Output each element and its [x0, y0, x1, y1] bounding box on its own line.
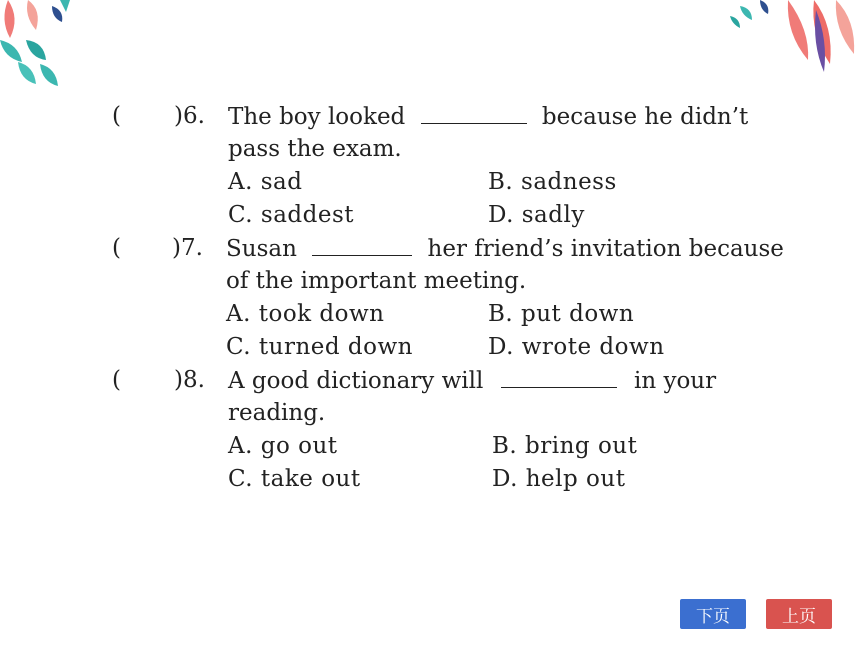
answer-paren-open: ( [112, 367, 121, 393]
question-stem-line-1 [228, 103, 748, 130]
option-b: B. bring out [492, 433, 638, 459]
stem-after-blank: because he didn’t [541, 104, 749, 130]
question-stem-line-2: pass the exam. [228, 136, 402, 162]
stem-before-blank: Susan [226, 236, 297, 262]
option-a: A. sad [228, 169, 303, 195]
option-a: A. go out [228, 433, 338, 459]
answer-paren-open: ( [112, 235, 121, 261]
question-stem-line-1 [226, 235, 784, 262]
question-stem-line-2: reading. [228, 400, 326, 426]
answer-blank [312, 235, 412, 256]
answer-blank [501, 367, 617, 388]
question-number: )6. [174, 103, 205, 129]
option-a: A. took down [226, 301, 385, 327]
next-page-button[interactable]: 下页 [680, 599, 746, 629]
stem-before-blank: A good dictionary will [228, 368, 484, 394]
option-c: C. take out [228, 466, 361, 492]
option-d: D. wrote down [488, 334, 665, 360]
leaf-decoration-top-right [730, 0, 860, 80]
option-c: C. turned down [226, 334, 413, 360]
question-number: )8. [174, 367, 205, 393]
option-b: B. put down [488, 301, 635, 327]
stem-before-blank: The boy looked [228, 104, 406, 130]
leaf-decoration-top-left [0, 0, 90, 95]
answer-blank [421, 103, 527, 124]
answer-paren-open: ( [112, 103, 121, 129]
option-c: C. saddest [228, 202, 355, 228]
option-d: D. help out [492, 466, 626, 492]
question-stem-line-1 [228, 367, 716, 394]
stem-after-blank: her friend’s invitation because [427, 236, 784, 262]
stem-after-blank: in your [633, 368, 717, 394]
option-b: B. sadness [488, 169, 617, 195]
question-number: )7. [172, 235, 203, 261]
previous-page-button[interactable]: 上页 [766, 599, 832, 629]
option-d: D. sadly [488, 202, 585, 228]
question-stem-line-2: of the important meeting. [226, 268, 527, 294]
